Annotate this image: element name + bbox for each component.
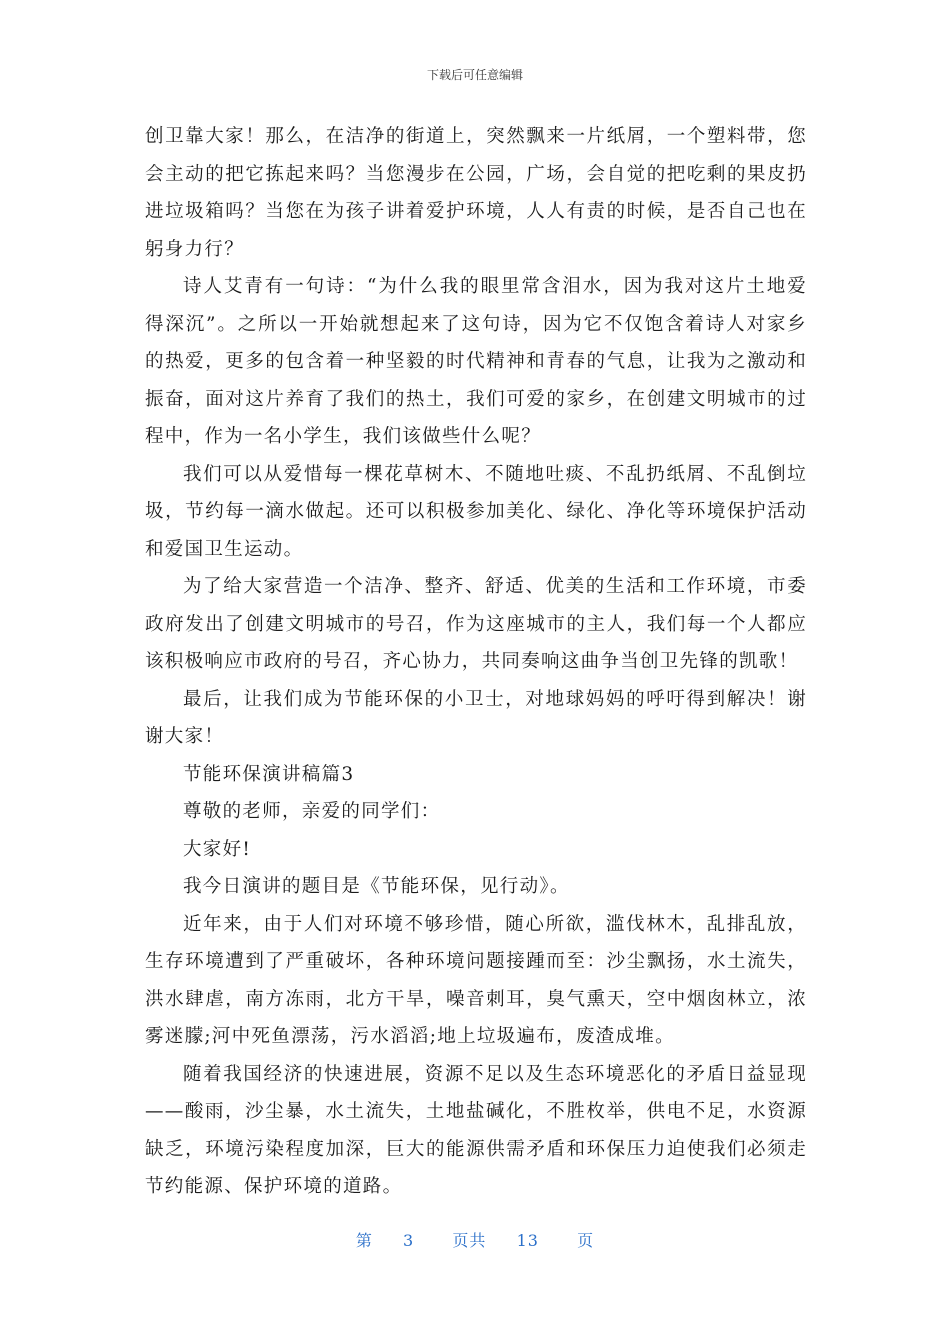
paragraph-11: 随着我国经济的快速进展，资源不足以及生态环境恶化的矛盾日益显现——酸雨，沙尘暴，水土流失，土地盐碱化，不胜枚举，供电不足，水资源缺乏，环境污染程度加深，巨大的能源供需矛盾和环保压力迫使我们必须走节约能源、保护环境的道路。: [145, 1063, 807, 1197]
paragraph-10: 近年来，由于人们对环境不够珍惜，随心所欲，滥伐林木，乱排乱放，生存环境遭到了严重破坏，各种环境问题接踵而至：沙尘飘扬，水土流失，洪水肆虐，南方冻雨，北方干旱，噪音刺耳，臭气熏天，空中烟囱林立，浓雾迷朦;河中死鱼漂荡，污水滔滔;地上垃圾遍布，废渣成堆。: [145, 913, 807, 1047]
greeting: 大家好!: [183, 838, 252, 860]
header-text: 下载后可任意编辑: [426, 68, 523, 82]
paragraph-3: 我们可以从爱惜每一棵花草树木、不随地吐痰、不乱扔纸屑、不乱倒垃圾，节约每一滴水做起。还可以积极参加美化、绿化、净化等环境保护活动和爱国卫生运动。: [145, 463, 807, 560]
paragraph-1: 创卫靠大家！那么，在洁净的街道上，突然飘来一片纸屑，一个塑料带，您会主动的把它拣起来吗？当您漫步在公园，广场，会自觉的把吃剩的果皮扔进垃圾箱吗？当您在为孩子讲着爱护环境，人人有责的时候，是否自己也在躬身力行？: [145, 126, 807, 260]
current-page-number: 3: [403, 1231, 415, 1250]
document-body: [145, 118, 807, 1206]
speech-topic: 我今日演讲的题目是《节能环保，见行动》。: [183, 876, 570, 897]
footer-suffix: 页: [577, 1231, 595, 1250]
page-header: [0, 66, 950, 83]
paragraph-5: 最后，让我们成为节能环保的小卫士，对地球妈妈的呼吁得到解决！谢谢大家！: [145, 688, 807, 747]
footer-mid: 页共: [452, 1231, 487, 1250]
page-footer: [0, 1228, 950, 1251]
salutation: 尊敬的老师，亲爱的同学们：: [183, 801, 441, 822]
paragraph-2: 诗人艾青有一句诗：“为什么我的眼里常含泪水，因为我对这片土地爱得深沉”。之所以一开始就想起来了这句诗，因为它不仅饱含着诗人对家乡的热爱，更多的包含着一种坚毅的时代精神和青春的气息，让我为之激动和振奋，面对这片养育了我们的热土，我们可爱的家乡，在创建文明城市的过程中，作为一名小学生，我们该做些什么呢？: [145, 276, 807, 447]
paragraph-4: 为了给大家营造一个洁净、整齐、舒适、优美的生活和工作环境，市委政府发出了创建文明城市的号召，作为这座城市的主人，我们每一个人都应该积极响应市政府的号召，齐心协力，共同奏响这曲争当创卫先锋的凯歌！: [145, 576, 807, 672]
total-page-number: 13: [516, 1231, 539, 1250]
footer-prefix: 第: [355, 1231, 373, 1250]
section-heading: 节能环保演讲稿篇3: [183, 763, 355, 785]
